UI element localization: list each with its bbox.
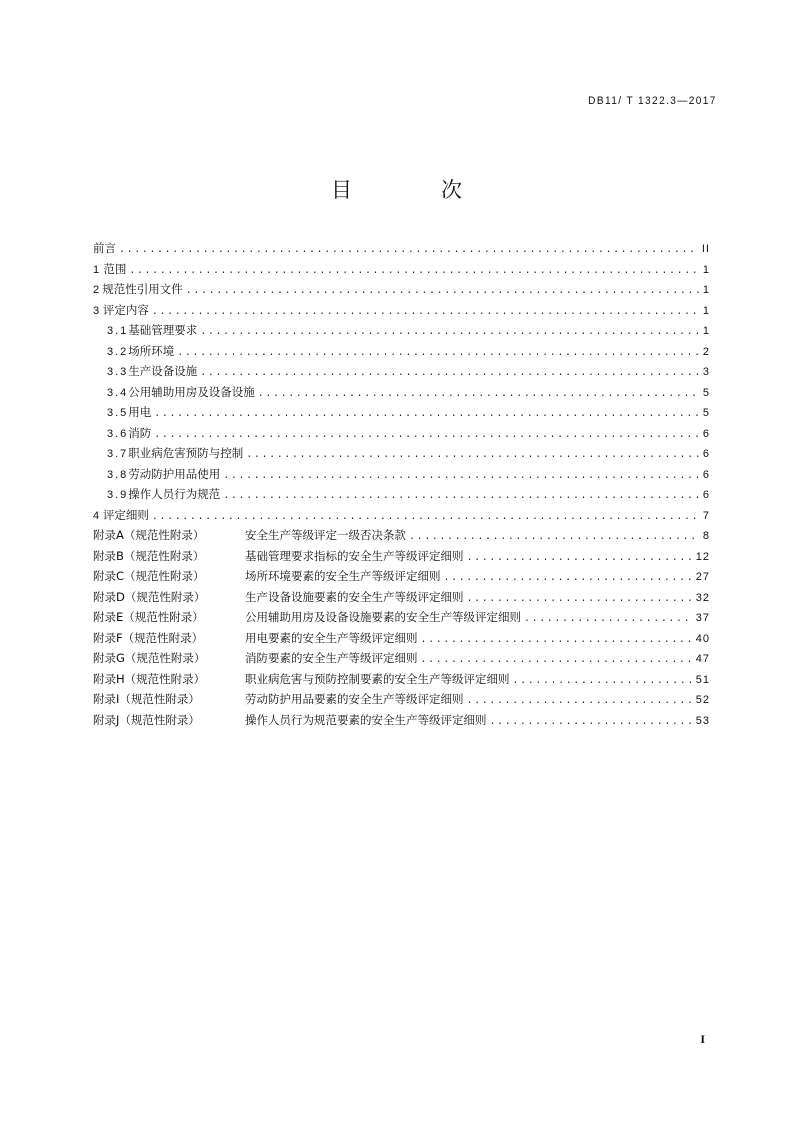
toc-page: 6 [702, 427, 710, 440]
toc-subentry[interactable] [93, 382, 710, 403]
toc-number: 3.9 [107, 489, 129, 501]
leader-dots [258, 385, 700, 403]
toc-number: 3.6 [107, 427, 129, 440]
leader-dots [223, 487, 700, 505]
leader-dots [246, 446, 700, 464]
toc-page: 5 [702, 386, 710, 399]
appendix-title: 职业病危害与预防控制要素的安全生产等级评定细则 [245, 671, 510, 686]
toc-entry[interactable] [93, 279, 710, 300]
appendix-title: 操作人员行为规范要素的安全生产等级评定细则 [245, 712, 487, 727]
toc-page: 3 [702, 366, 710, 378]
appendix-label: 附录F（规范性附录） [93, 630, 204, 645]
toc-number: 3.5 [107, 407, 129, 419]
toc-appendix-entry[interactable] [93, 525, 710, 546]
appendix-label: 附录I（规范性附录） [93, 692, 200, 706]
toc-appendix-entry[interactable] [93, 689, 710, 710]
standard-code: DB11/ T 1322.3—2017 [588, 95, 717, 107]
toc-page: 1 [702, 325, 710, 337]
toc-page: 53 [695, 714, 710, 727]
toc-label: 劳动防护用品使用 [128, 466, 221, 481]
toc-number: 3.1 [107, 325, 129, 337]
toc-appendix-entry[interactable] [93, 546, 710, 567]
toc-number: 3.7 [107, 448, 129, 460]
appendix-label: 附录G（规范性附录） [93, 651, 206, 665]
toc-label: 生产设备设施 [128, 364, 198, 378]
leader-dots [200, 323, 700, 341]
leader-dots [129, 262, 700, 280]
toc-page: 8 [702, 530, 710, 542]
appendix-label: 附录C（规范性附录） [93, 569, 205, 583]
toc-appendix-entry[interactable] [93, 710, 710, 731]
toc-number: 3.8 [107, 468, 129, 481]
toc-label: 范围 [103, 261, 127, 276]
toc-label: 操作人员行为规范 [128, 487, 221, 501]
toc-appendix-entry[interactable] [93, 566, 710, 587]
toc-subentry[interactable] [93, 443, 710, 464]
toc-number: 3.2 [107, 345, 129, 358]
toc-number: 4 [93, 509, 101, 522]
appendix-title: 用电要素的安全生产等级评定细则 [245, 630, 418, 645]
toc-subentry[interactable] [93, 320, 710, 341]
leader-dots [467, 590, 693, 608]
toc-page: 1 [702, 304, 710, 317]
leader-dots [467, 549, 693, 567]
leader-dots [200, 364, 700, 382]
leader-dots [177, 344, 700, 362]
toc-page: II [701, 243, 710, 255]
leader-dots [152, 508, 700, 526]
toc-label: 职业病危害预防与控制 [128, 446, 244, 460]
toc-appendix-entry[interactable] [93, 607, 710, 628]
appendix-title: 场所环境要素的安全生产等级评定细则 [245, 569, 441, 583]
appendix-label: 附录H（规范性附录） [93, 671, 206, 686]
toc-subentry[interactable] [93, 341, 710, 362]
toc-number: 1 [93, 263, 101, 276]
toc-subentry[interactable] [93, 423, 710, 444]
toc-subentry[interactable] [93, 464, 710, 485]
toc-page: 6 [702, 468, 710, 481]
toc-appendix-entry[interactable] [93, 628, 710, 649]
toc-appendix-entry[interactable] [93, 648, 710, 669]
toc-page: 32 [695, 591, 710, 604]
leader-dots [186, 282, 700, 300]
appendix-label: 附录A（规范性附录） [93, 528, 205, 542]
toc-page: 5 [702, 407, 710, 419]
leader-dots [119, 241, 699, 259]
appendix-label: 附录E（规范性附录） [93, 610, 204, 624]
toc-number: 3 [93, 304, 101, 317]
toc-entry[interactable] [93, 505, 710, 526]
toc-entry[interactable] [93, 259, 710, 280]
toc-label: 评定细则 [102, 507, 149, 522]
toc-subentry[interactable] [93, 361, 710, 382]
leader-dots [152, 303, 700, 321]
appendix-title: 公用辅助用房及设备设施要素的安全生产等级评定细则 [245, 610, 521, 624]
toc-number: 2 [93, 284, 101, 296]
toc-label: 场所环境 [128, 343, 175, 358]
leader-dots [223, 467, 700, 485]
toc-page: 47 [695, 653, 710, 665]
toc-page: 52 [695, 694, 710, 706]
toc-entry[interactable] [93, 300, 710, 321]
toc-appendix-entry[interactable] [93, 587, 710, 608]
toc-page: 7 [702, 509, 710, 522]
toc-page: 1 [702, 263, 710, 276]
toc-appendix-entry[interactable] [93, 669, 710, 690]
appendix-label: 附录D（规范性附录） [93, 589, 206, 604]
toc-number: 3.4 [107, 386, 129, 399]
page-title: 目 次 [331, 178, 496, 202]
toc-page: 27 [695, 571, 710, 583]
toc-entry-preface[interactable] [93, 238, 710, 259]
toc-page: 12 [695, 550, 710, 563]
toc-page: 37 [695, 612, 710, 624]
leader-dots [490, 713, 693, 731]
toc-page: 40 [695, 632, 710, 645]
toc-page: 6 [702, 489, 710, 501]
toc-page: 51 [695, 673, 710, 686]
toc-subentry[interactable] [93, 402, 710, 423]
toc-subentry[interactable] [93, 484, 710, 505]
toc-label: 公用辅助用房及设备设施 [128, 384, 255, 399]
leader-dots [154, 405, 700, 423]
toc-label: 用电 [128, 405, 152, 419]
leader-dots [421, 651, 693, 669]
toc-label: 消防 [128, 425, 152, 440]
appendix-label: 附录B（规范性附录） [93, 548, 205, 563]
toc-label: 规范性引用文件 [102, 282, 183, 296]
leader-dots [421, 631, 693, 649]
toc-number: 3.3 [107, 366, 129, 378]
toc-page: 6 [702, 448, 710, 460]
leader-dots [513, 672, 693, 690]
leader-dots [524, 610, 693, 628]
appendix-title: 基础管理要求指标的安全生产等级评定细则 [245, 548, 464, 563]
appendix-title: 消防要素的安全生产等级评定细则 [245, 651, 418, 665]
toc-page: 1 [702, 284, 710, 296]
toc-label: 基础管理要求 [128, 323, 198, 337]
appendix-title: 安全生产等级评定一级否决条款 [245, 528, 406, 542]
leader-dots [467, 692, 693, 710]
table-of-contents [93, 238, 710, 730]
leader-dots [154, 426, 700, 444]
leader-dots [409, 528, 700, 546]
appendix-title: 生产设备设施要素的安全生产等级评定细则 [245, 589, 464, 604]
toc-page: 2 [702, 345, 710, 358]
leader-dots [444, 569, 693, 587]
appendix-title: 劳动防护用品要素的安全生产等级评定细则 [245, 692, 464, 706]
toc-label: 评定内容 [102, 302, 149, 317]
appendix-label: 附录J（规范性附录） [93, 712, 200, 727]
toc-label: 前言 [93, 241, 116, 255]
page-number: I [700, 1032, 705, 1046]
